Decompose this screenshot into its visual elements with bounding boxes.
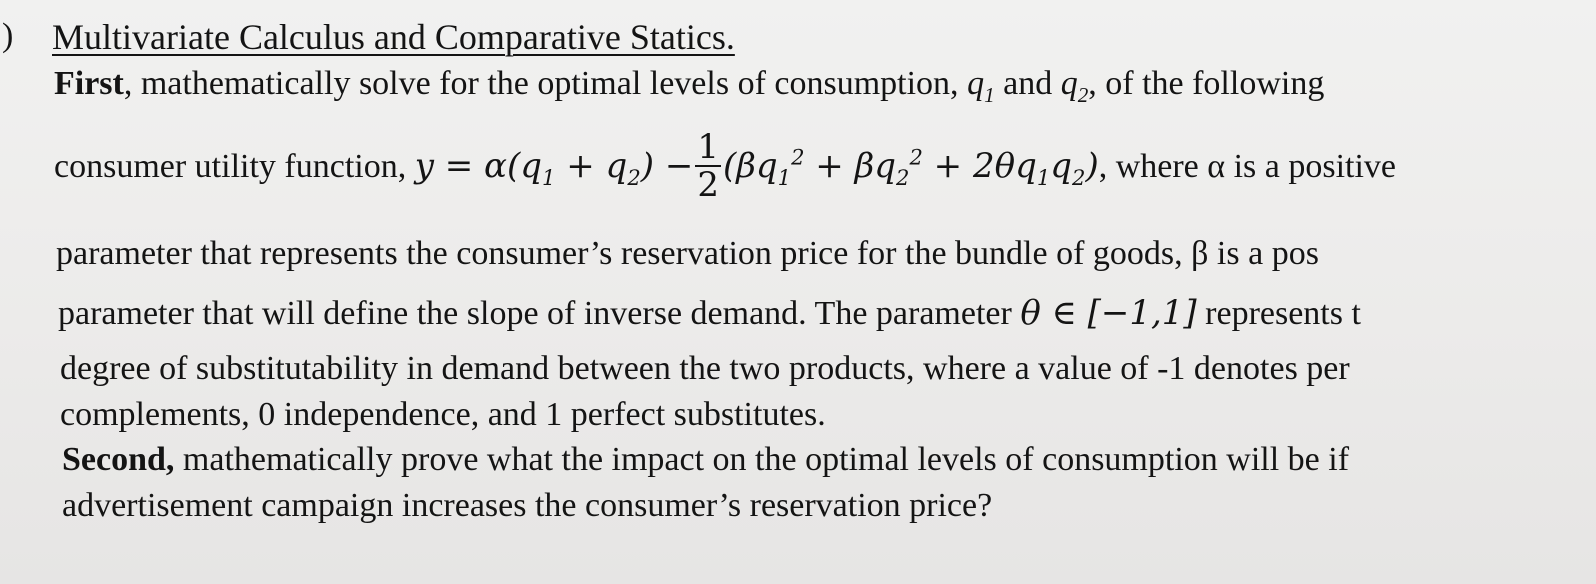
line-2 (54, 127, 1397, 205)
line-7-text: mathematically prove what the impact on the optimal levels of consumption will be if (174, 441, 1350, 478)
second-label: Second, (62, 441, 175, 478)
line-1-end: , of the following (1088, 65, 1325, 102)
line-6: complements, 0 independence, and 1 perfect substitutes. (60, 396, 826, 433)
line-5: degree of substitutability in demand between the two products, where a value of -1 denotes per (60, 350, 1350, 387)
q1-symbol: $q_1$ (967, 65, 995, 107)
item-marker: ) (2, 17, 14, 54)
and-word: and (1003, 65, 1053, 102)
line-8: advertisement campaign increases the consumer’s reservation price? (62, 487, 993, 524)
utility-equation: $y = \alpha(q_1 + q_2)$ − $\frac{1}{2}$ $(\beta q_1^2 + \beta q_2^2 + 2\theta q_1q_2)$ (414, 127, 1099, 205)
line-1-text: , mathematically solve for the optimal levels of consumption, (123, 65, 959, 102)
first-label: First (54, 65, 124, 102)
q2-symbol: $q_2$ (1060, 65, 1089, 107)
line-2-text: consumer utility function, (54, 148, 407, 185)
theta-interval: θ ∈ [−1,1] (1020, 293, 1197, 333)
problem-title: Multivariate Calculus and Comparative Statics. (52, 17, 735, 57)
line-4 (58, 293, 1361, 334)
line-2-end: , where α is a positive (1098, 148, 1397, 185)
line-4-end: represents t (1205, 295, 1361, 332)
line-7 (62, 440, 1349, 480)
one-half-fraction: $\frac{1}{2}$ (697, 127, 719, 205)
line-4-text: parameter that will define the slope of inverse demand. The parameter (58, 295, 1012, 332)
line-3: parameter that represents the consumer’s reservation price for the bundle of goods, β is a pos (56, 235, 1319, 272)
line-1 (54, 64, 1325, 107)
